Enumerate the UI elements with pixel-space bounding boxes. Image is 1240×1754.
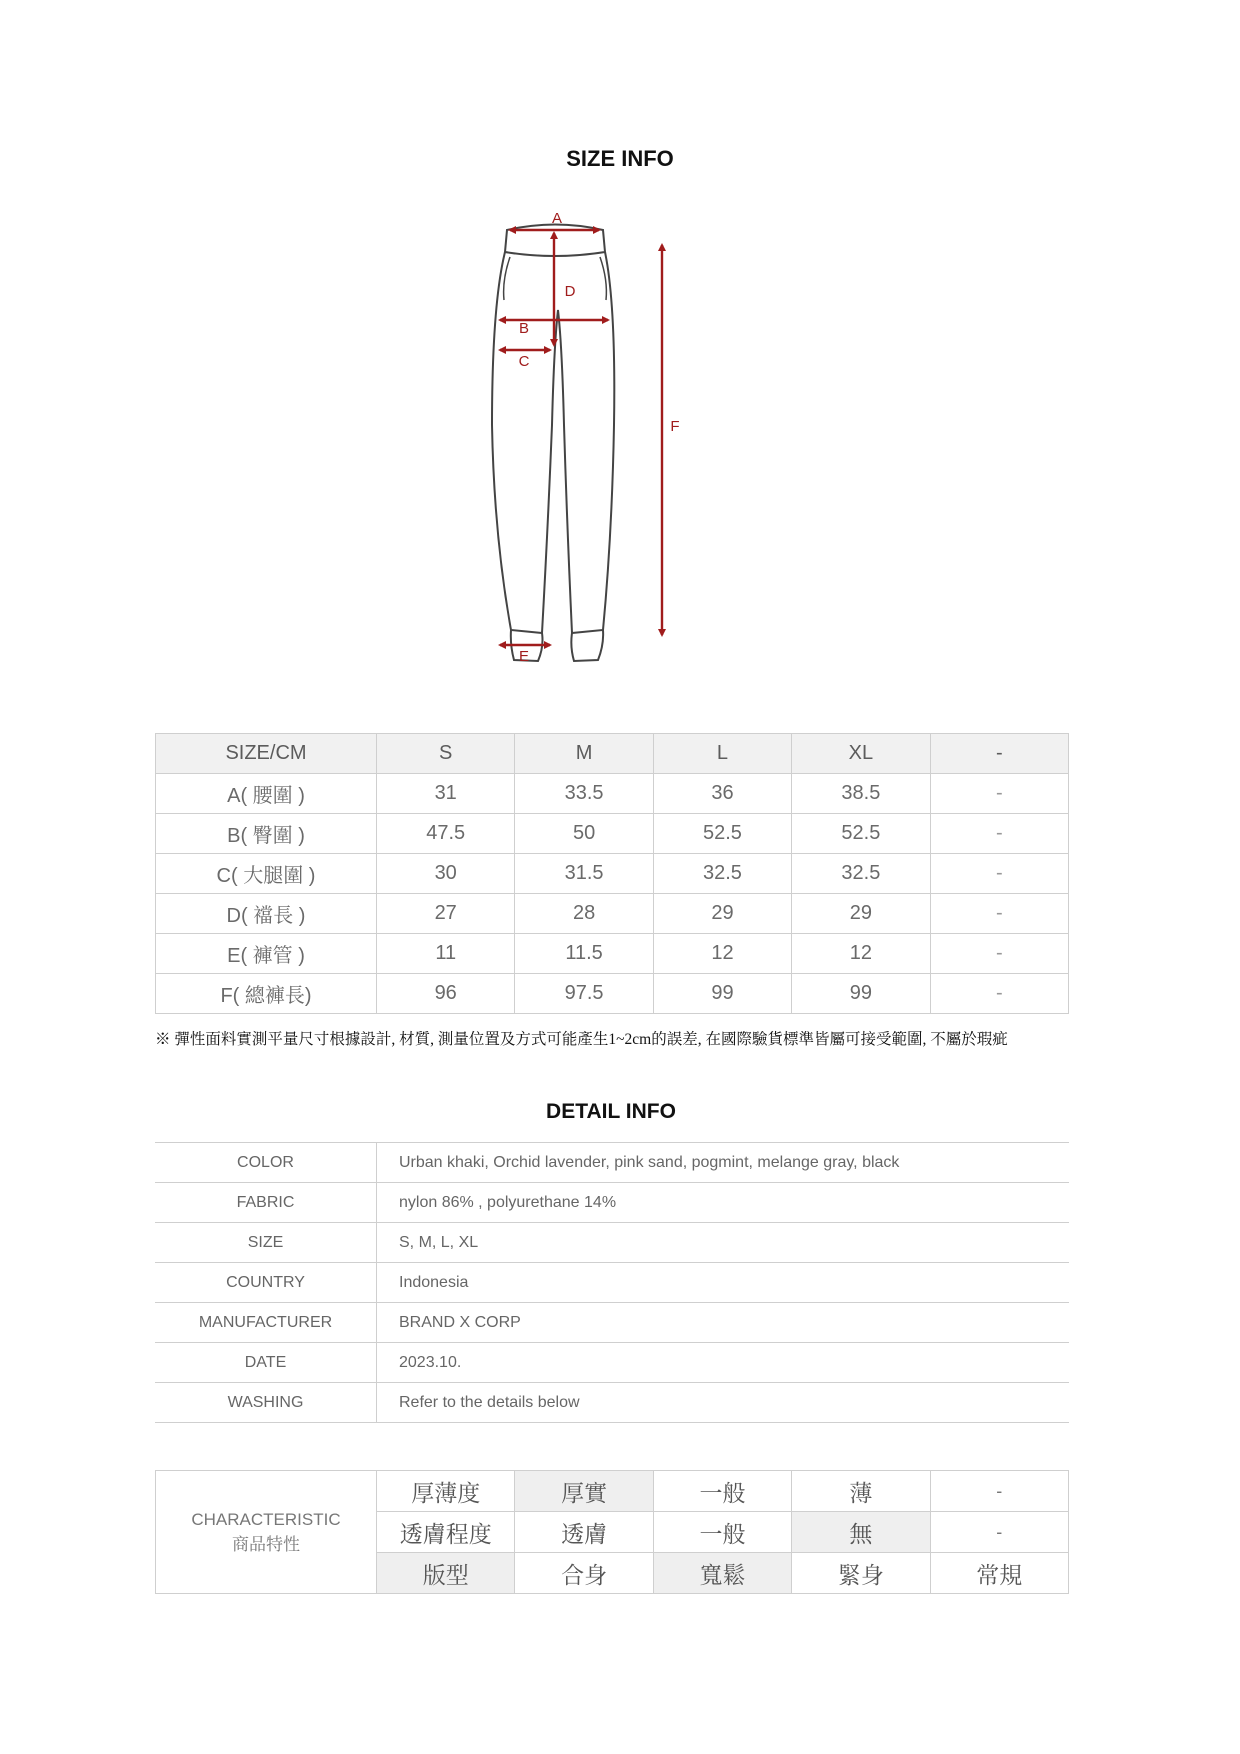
- size-table: [155, 733, 1069, 1014]
- table-cell: 32.5: [653, 854, 791, 894]
- table-cell: 31.5: [515, 854, 653, 894]
- label-c: C: [518, 353, 530, 370]
- table-cell: 28: [515, 894, 653, 934]
- header-cell: L: [653, 734, 791, 774]
- table-cell: 29: [792, 894, 930, 934]
- table-cell: 11: [377, 934, 515, 974]
- table-cell: 12: [792, 934, 930, 974]
- row-label: B( 臀圍 ): [156, 814, 377, 854]
- detail-value: nylon 86% , polyurethane 14%: [399, 1193, 617, 1211]
- detail-key: DATE: [155, 1343, 377, 1383]
- table-cell: 29: [653, 894, 791, 934]
- characteristic-name: 厚薄度: [377, 1471, 515, 1512]
- characteristic-option: -: [930, 1512, 1068, 1553]
- table-cell: 99: [792, 974, 930, 1014]
- detail-row-country: [155, 1263, 1069, 1303]
- detail-row-size: [155, 1223, 1069, 1263]
- detail-value: Indonesia: [399, 1273, 469, 1291]
- detail-row-manufacturer: [155, 1303, 1069, 1343]
- row-label: F( 總褲長): [156, 974, 377, 1014]
- characteristic-option: 寬鬆: [653, 1553, 791, 1594]
- table-cell: 96: [377, 974, 515, 1014]
- table-cell: 97.5: [515, 974, 653, 1014]
- size-table-header: [156, 734, 1069, 774]
- detail-key: SIZE: [155, 1223, 377, 1263]
- detail-key: COLOR: [155, 1143, 377, 1183]
- table-row: [156, 934, 1069, 974]
- table-cell: 50: [515, 814, 653, 854]
- table-row: [156, 974, 1069, 1014]
- characteristic-name: 透膚程度: [377, 1512, 515, 1553]
- table-row: [156, 774, 1069, 814]
- characteristic-table: [155, 1470, 1069, 1594]
- detail-value: Urban khaki, Orchid lavender, pink sand, pogmint, melange gray, black: [399, 1153, 900, 1171]
- characteristic-option: -: [930, 1471, 1068, 1512]
- row-label: D( 襠長 ): [156, 894, 377, 934]
- detail-row-washing: [155, 1383, 1069, 1423]
- table-row: [156, 814, 1069, 854]
- characteristic-label: [156, 1471, 377, 1594]
- table-cell: 12: [653, 934, 791, 974]
- size-note: ※ 彈性面料實測平量尺寸根據設計, 材質, 測量位置及方式可能產生1~2cm的誤差, 在國際驗貨標準皆屬可接受範圍, 不屬於瑕疵: [155, 1031, 1008, 1048]
- table-cell: 27: [377, 894, 515, 934]
- table-cell: 30: [377, 854, 515, 894]
- label-a: A: [551, 210, 563, 227]
- label-d: D: [564, 283, 576, 300]
- table-cell: -: [930, 854, 1068, 894]
- detail-value: S, M, L, XL: [399, 1233, 479, 1251]
- detail-row-date: [155, 1343, 1069, 1383]
- pants-diagram: [480, 195, 700, 675]
- detail-value: Refer to the details below: [399, 1393, 580, 1411]
- detail-row-color: [155, 1143, 1069, 1183]
- table-cell: -: [930, 974, 1068, 1014]
- detail-value: 2023.10.: [399, 1353, 462, 1371]
- detail-key: WASHING: [155, 1383, 377, 1423]
- detail-key: FABRIC: [155, 1183, 377, 1223]
- detail-value: BRAND X CORP: [399, 1313, 521, 1331]
- characteristic-option: 合身: [515, 1553, 653, 1594]
- header-cell: SIZE/CM: [156, 734, 377, 774]
- characteristic-option: 一般: [653, 1512, 791, 1553]
- detail-row-fabric: [155, 1183, 1069, 1223]
- table-cell: -: [930, 934, 1068, 974]
- table-cell: -: [930, 894, 1068, 934]
- table-cell: 38.5: [792, 774, 930, 814]
- characteristic-option: 無: [792, 1512, 930, 1553]
- header-cell: XL: [792, 734, 930, 774]
- row-label: E( 褲管 ): [156, 934, 377, 974]
- characteristic-option: 常規: [930, 1553, 1068, 1594]
- size-info-title: SIZE INFO: [566, 146, 674, 171]
- table-cell: 31: [377, 774, 515, 814]
- table-cell: 52.5: [792, 814, 930, 854]
- characteristic-option: 透膚: [515, 1512, 653, 1553]
- table-cell: 11.5: [515, 934, 653, 974]
- header-cell: -: [930, 734, 1068, 774]
- table-row: [156, 894, 1069, 934]
- row-label: A( 腰圍 ): [156, 774, 377, 814]
- table-cell: 32.5: [792, 854, 930, 894]
- characteristic-option: 一般: [653, 1471, 791, 1512]
- characteristic-row: [156, 1471, 1069, 1512]
- detail-info-title: DETAIL INFO: [546, 1100, 676, 1123]
- table-row: [156, 854, 1069, 894]
- table-cell: 99: [653, 974, 791, 1014]
- characteristic-label-en: CHARACTERISTIC: [191, 1510, 341, 1529]
- characteristic-name: 版型: [377, 1553, 515, 1594]
- table-cell: 47.5: [377, 814, 515, 854]
- characteristic-option: 厚實: [515, 1471, 653, 1512]
- detail-table: [155, 1142, 1069, 1423]
- characteristic-option: 薄: [792, 1471, 930, 1512]
- detail-key: COUNTRY: [155, 1263, 377, 1303]
- detail-key: MANUFACTURER: [155, 1303, 377, 1343]
- characteristic-label-zh: 商品特性: [232, 1535, 300, 1554]
- table-cell: -: [930, 814, 1068, 854]
- label-f: F: [670, 418, 680, 435]
- label-b: B: [518, 320, 530, 337]
- row-label: C( 大腿圍 ): [156, 854, 377, 894]
- label-e: E: [518, 648, 530, 665]
- table-cell: 33.5: [515, 774, 653, 814]
- header-cell: S: [377, 734, 515, 774]
- characteristic-option: 緊身: [792, 1553, 930, 1594]
- table-cell: -: [930, 774, 1068, 814]
- table-cell: 36: [653, 774, 791, 814]
- table-cell: 52.5: [653, 814, 791, 854]
- header-cell: M: [515, 734, 653, 774]
